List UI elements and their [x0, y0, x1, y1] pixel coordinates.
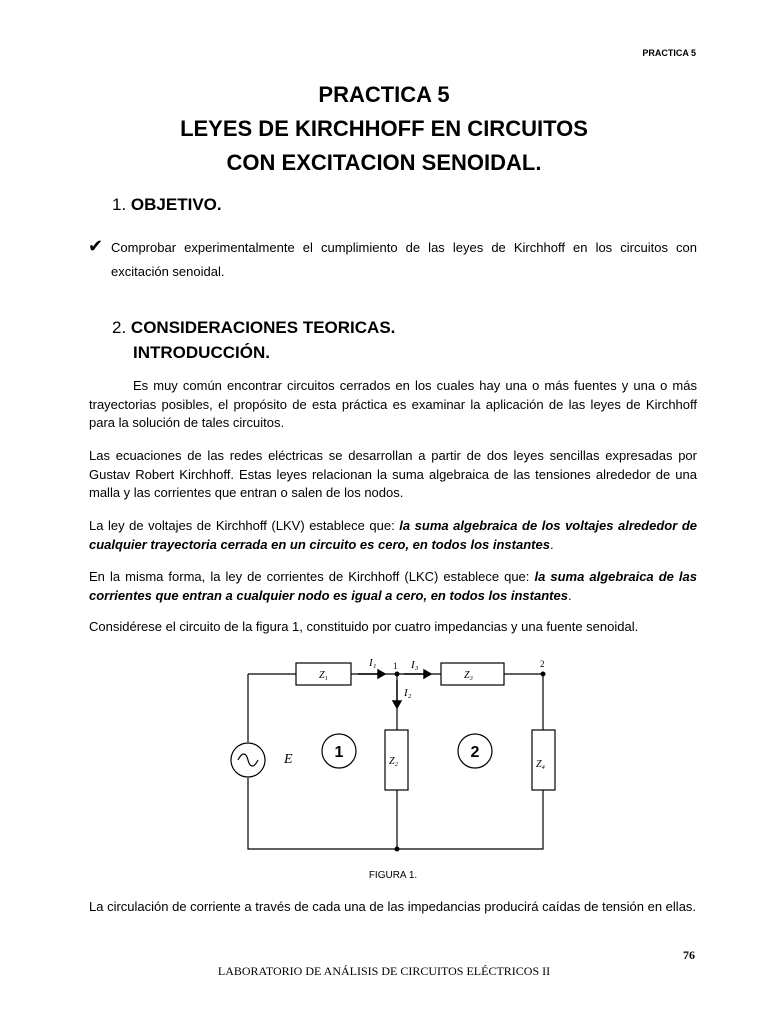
- section-2-subheading: INTRODUCCIÓN.: [133, 343, 270, 362]
- closing-paragraph: La circulación de corriente a través de cada una de las impedancias producirá caídas de tensión en ellas.: [89, 899, 697, 914]
- section-2-title: CONSIDERACIONES TEORICAS.: [130, 318, 396, 337]
- sine-wave-icon: [238, 754, 258, 766]
- page-number: 76: [683, 948, 695, 962]
- section-1-number: 1.: [112, 195, 127, 214]
- arrow-i1-head: [378, 670, 385, 678]
- paragraph-1: Es muy común encontrar circuitos cerrados en los cuales hay una o más fuentes y una o más trayectorias posibles, el propósito de esta práctica es examinar la aplicación de las leyes de Kirchhoff para la solución de tales circuitos.: [89, 378, 697, 430]
- z3-label: Z₃: [464, 670, 474, 681]
- node-2-dot: [541, 672, 546, 677]
- header-tag: PRACTICA 5: [642, 48, 696, 58]
- paragraph-2: Las ecuaciones de las redes eléctricas se desarrollan a partir de dos leyes sencillas expresadas por Gustav Robert Kirchhoff. Estas leyes relacionan la suma algebraica de las tensiones alrededor de una malla y las corrientes que entran o salen de los nodos.: [89, 448, 697, 500]
- i1-label: I₁: [369, 657, 377, 669]
- z1-label: Z₁: [319, 670, 329, 681]
- objective-line-2: excitación senoidal.: [111, 264, 225, 279]
- z2-label: Z₂: [389, 756, 399, 767]
- lkc-intro: En la misma forma, la ley de corrientes de Kirchhoff (LKC) establece que:: [89, 569, 535, 584]
- paragraph-5: Considérese el circuito de la figura 1, constituido por cuatro impedancias y una fuente senoidal.: [89, 619, 639, 634]
- node-bottom-dot: [395, 847, 400, 852]
- mesh-2-label: 2: [470, 744, 480, 761]
- section-1-title: OBJETIVO.: [130, 195, 222, 214]
- z4-label: Z₄: [536, 759, 546, 770]
- mesh-1-label: 1: [334, 744, 344, 761]
- node-1-dot: [395, 672, 400, 677]
- title-line-1: PRACTICA 5: [318, 82, 450, 107]
- node-2-label: 2: [540, 659, 545, 669]
- wire-top-right: [504, 674, 543, 730]
- arrow-i3-head: [424, 670, 431, 678]
- title-line-3: CON EXCITACION SENOIDAL.: [226, 150, 542, 175]
- title-line-2: LEYES DE KIRCHHOFF EN CIRCUITOS: [180, 116, 588, 141]
- objective-line-1: Comprobar experimentalmente el cumplimiento de las leyes de Kirchhoff en los circuitos con: [111, 240, 697, 255]
- i3-label: I₃: [411, 659, 419, 671]
- footer-text: LABORATORIO DE ANÁLISIS DE CIRCUITOS ELÉCTRICOS II: [217, 964, 551, 978]
- wire-bottom: [248, 778, 543, 849]
- arrow-i2-head: [393, 701, 401, 708]
- source-label: E: [284, 752, 293, 767]
- i2-label: I₂: [404, 687, 412, 699]
- figure-caption: FIGURA 1.: [368, 870, 418, 881]
- lkc-statement: la suma algebraica de las corrientes que entran a cualquier nodo es igual a cero, en todos los instantes: [89, 569, 697, 603]
- lkv-end: .: [549, 536, 554, 552]
- section-2-number: 2.: [112, 318, 127, 337]
- node-1-label: 1: [393, 661, 398, 671]
- checkmark-icon: ✔: [88, 236, 104, 256]
- lkc-end: .: [567, 587, 572, 603]
- lkv-statement: la suma algebraica de los voltajes alrededor de cualquier trayectoria cerrada en un circuito es cero, en todos los instantes: [89, 518, 697, 552]
- lkv-intro: La ley de voltajes de Kirchhoff (LKV) establece que:: [89, 518, 400, 533]
